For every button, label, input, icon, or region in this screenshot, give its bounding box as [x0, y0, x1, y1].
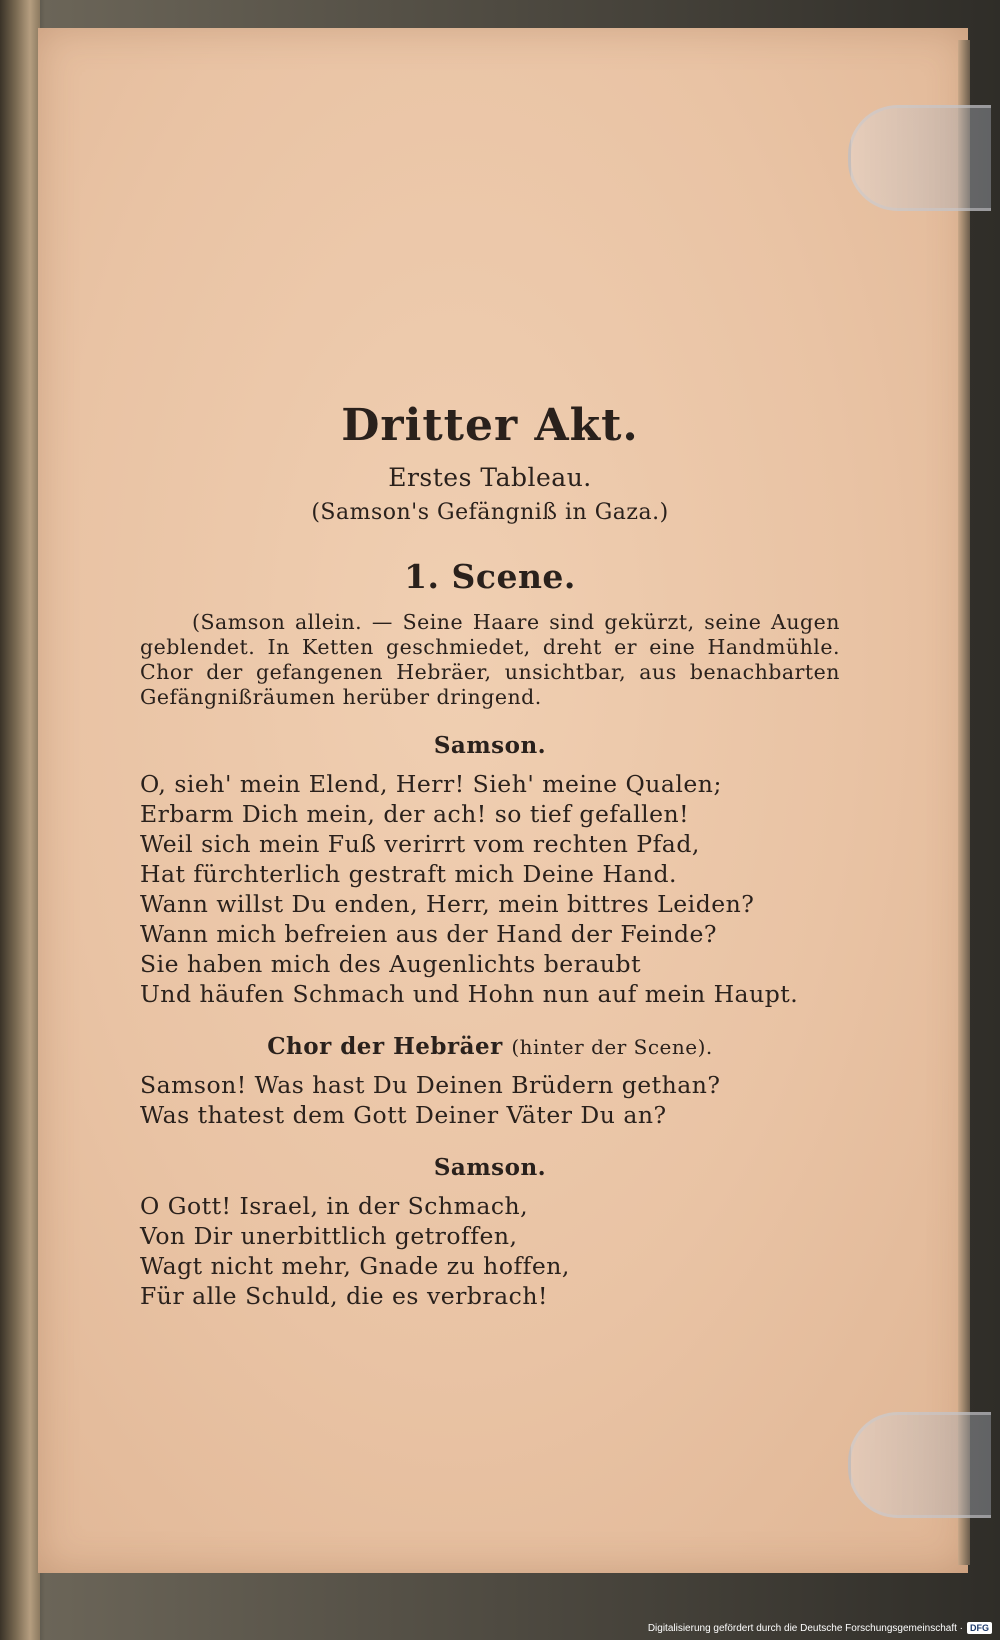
- verse-line: Wagt nicht mehr, Gnade zu hoffen,: [140, 1252, 570, 1280]
- speaker-name: [140, 732, 840, 759]
- speaker-label: Samson.: [433, 732, 547, 759]
- page-clip-bottom: [848, 1412, 991, 1518]
- speaker-name: [140, 1033, 840, 1060]
- verse-line: Samson! Was hast Du Deinen Brüdern gethan?: [140, 1071, 721, 1099]
- scene-title: 1. Scene.: [404, 557, 576, 596]
- page-clip-top: [848, 105, 991, 211]
- dfg-logo-icon: DFG: [967, 1622, 992, 1634]
- speech-block-3: [140, 1154, 840, 1311]
- speaker-aside: (hinter der Scene).: [511, 1035, 713, 1059]
- verse-line: Für alle Schuld, die es verbrach!: [140, 1282, 548, 1310]
- verse-line: Weil sich mein Fuß verirrt vom rechten Pfad,: [140, 830, 700, 858]
- verse-line: Erbarm Dich mein, der ach! so tief gefallen!: [140, 800, 690, 828]
- speaker-label: Chor der Hebräer: [267, 1033, 503, 1060]
- stage-direction: (Samson allein. — Seine Haare sind gekürzt, seine Augen geblendet. In Ketten geschmiedet, dreht er eine Handmühle. Chor der gefangenen Hebräer, unsichtbar, aus benachbarten Gefängnißräumen herüber dringend.: [140, 610, 840, 709]
- verse-line: Von Dir unerbittlich getroffen,: [140, 1222, 518, 1250]
- speaker-name: [140, 1154, 840, 1181]
- speaker-label: Samson.: [433, 1154, 547, 1181]
- tableau-title: Erstes Tableau.: [388, 463, 592, 492]
- digitization-footer: [648, 1622, 992, 1634]
- verse: [140, 1191, 840, 1311]
- footer-text: Digitalisierung gefördert durch die Deutsche Forschungsgemeinschaft ·: [647, 1622, 963, 1634]
- speech-block-1: [140, 732, 840, 1009]
- book-binding: [0, 0, 40, 1640]
- verse-line: Hat fürchterlich gestraft mich Deine Hand.: [140, 860, 677, 888]
- verse-line: O, sieh' mein Elend, Herr! Sieh' meine Qualen;: [140, 770, 722, 798]
- location-note: (Samson's Gefängniß in Gaza.): [311, 500, 669, 525]
- verse: [140, 1070, 840, 1130]
- verse-line: Wann mich befreien aus der Hand der Feinde?: [140, 920, 718, 948]
- page-content: [140, 400, 840, 1335]
- verse-line: Und häufen Schmach und Hohn nun auf mein Haupt.: [140, 980, 799, 1008]
- verse-line: Was thatest dem Gott Deiner Väter Du an?: [140, 1101, 667, 1129]
- act-title: Dritter Akt.: [341, 400, 639, 451]
- speech-block-2: [140, 1033, 840, 1130]
- verse: [140, 769, 840, 1009]
- verse-line: Sie haben mich des Augenlichts beraubt: [140, 950, 642, 978]
- verse-line: O Gott! Israel, in der Schmach,: [140, 1192, 529, 1220]
- page-edge: [958, 40, 970, 1565]
- verse-line: Wann willst Du enden, Herr, mein bittres Leiden?: [140, 890, 755, 918]
